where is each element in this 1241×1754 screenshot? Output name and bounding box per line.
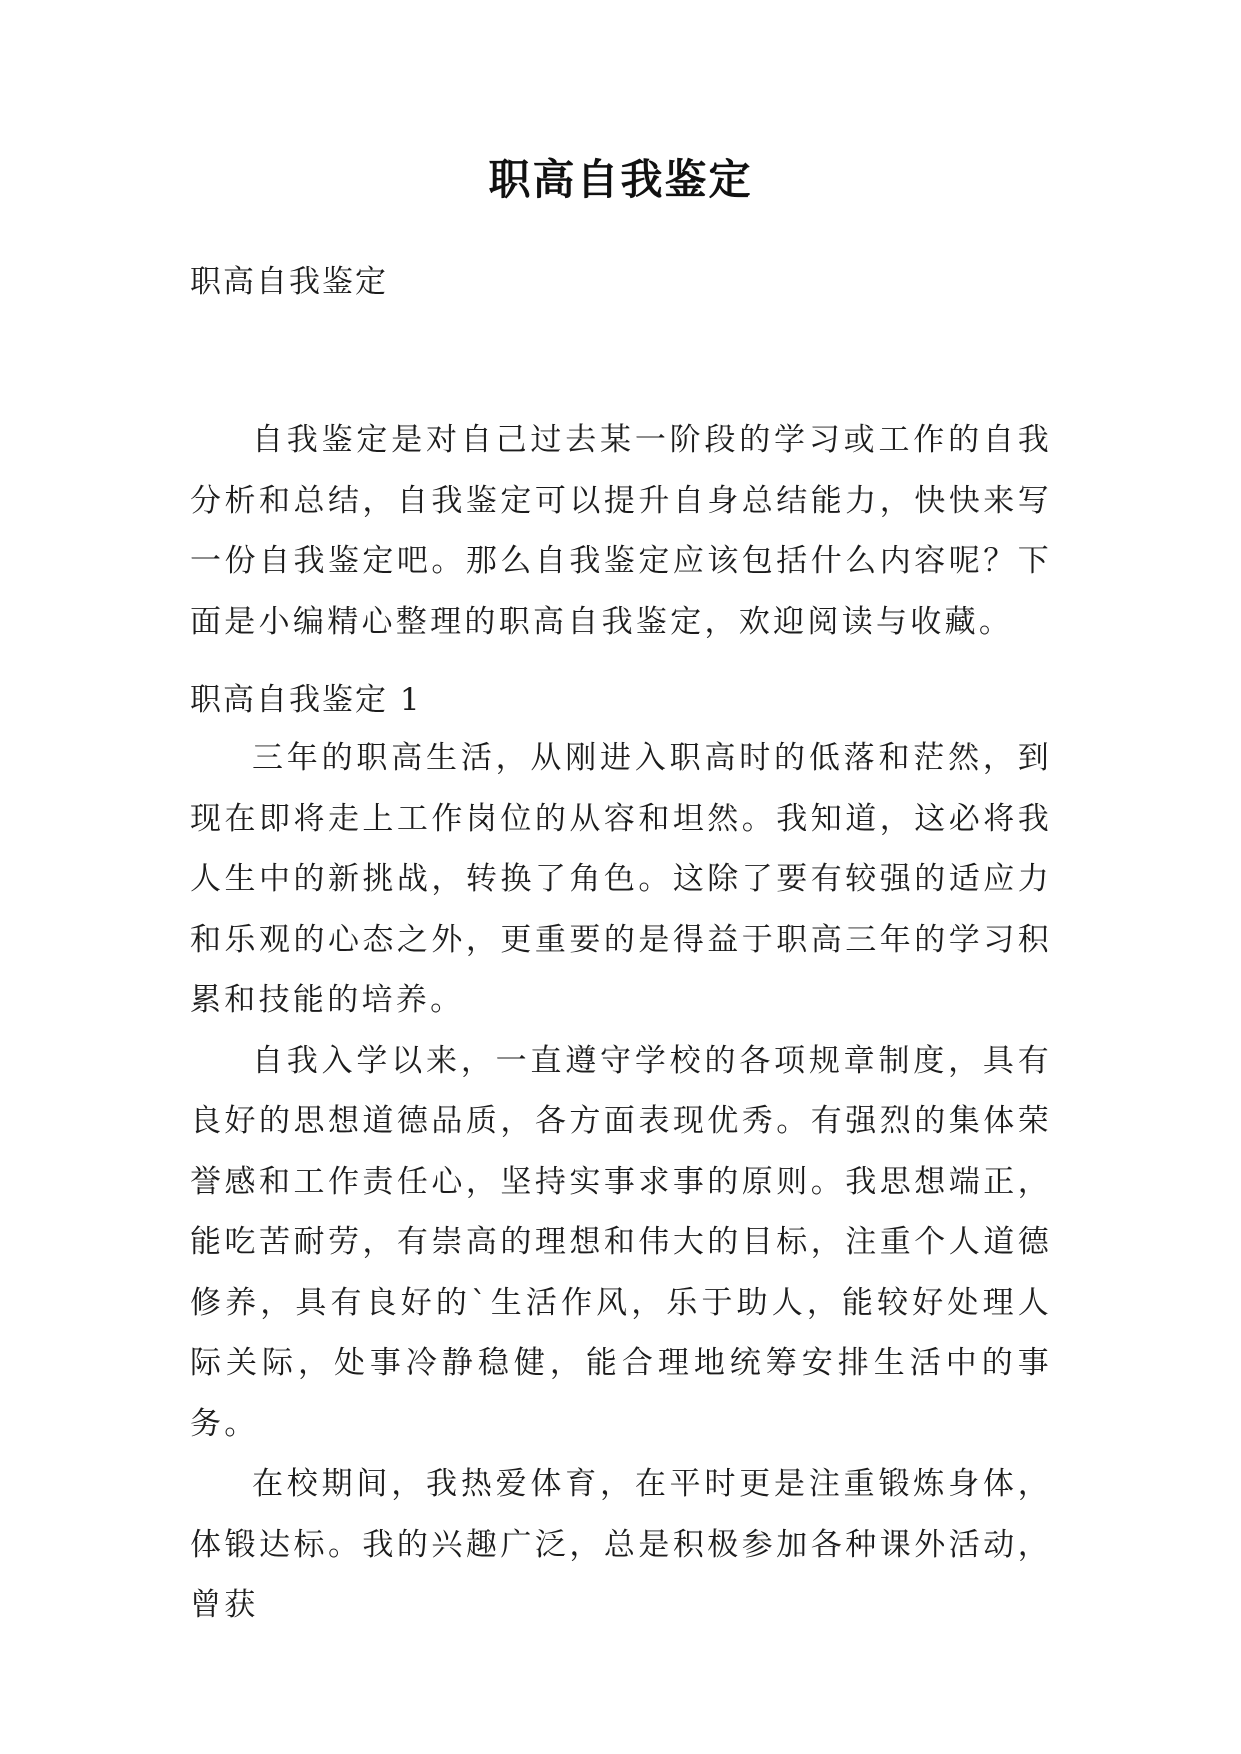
intro-block [190,410,1052,652]
body-paragraph-3: 在校期间，我热爱体育，在平时更是注重锻炼身体，体锻达标。我的兴趣广泛，总是积极参加各种课外活动，曾获 [190,1466,1052,1623]
document-title: 职高自我鉴定 [488,155,753,204]
section-heading: 职高自我鉴定 1 [190,682,422,718]
document-subtitle: 职高自我鉴定 [190,264,388,300]
section-body [190,728,1052,1636]
body-paragraph-2: 自我入学以来，一直遵守学校的各项规章制度，具有良好的思想道德品质，各方面表现优秀。有强烈的集体荣誉感和工作责任心，坚持实事求事的原则。我思想端正，能吃苦耐劳，有崇高的理想和伟大的目标，注重个人道德修养，具有良好的`生活作风，乐于助人，能较好处理人际关际，处事冷静稳健，能合理地统筹安排生活中的事务。 [190,1042,1052,1442]
intro-paragraph: 自我鉴定是对自己过去某一阶段的学习或工作的自我分析和总结，自我鉴定可以提升自身总结能力，快快来写一份自我鉴定吧。那么自我鉴定应该包括什么内容呢？下面是小编精心整理的职高自我鉴定，欢迎阅读与收藏。 [190,422,1052,640]
body-paragraph-1: 三年的职高生活，从刚进入职高时的低落和茫然，到现在即将走上工作岗位的从容和坦然。我知道，这必将我人生中的新挑战，转换了角色。这除了要有较强的适应力和乐观的心态之外，更重要的是得益于职高三年的学习积累和技能的培养。 [190,740,1052,1018]
